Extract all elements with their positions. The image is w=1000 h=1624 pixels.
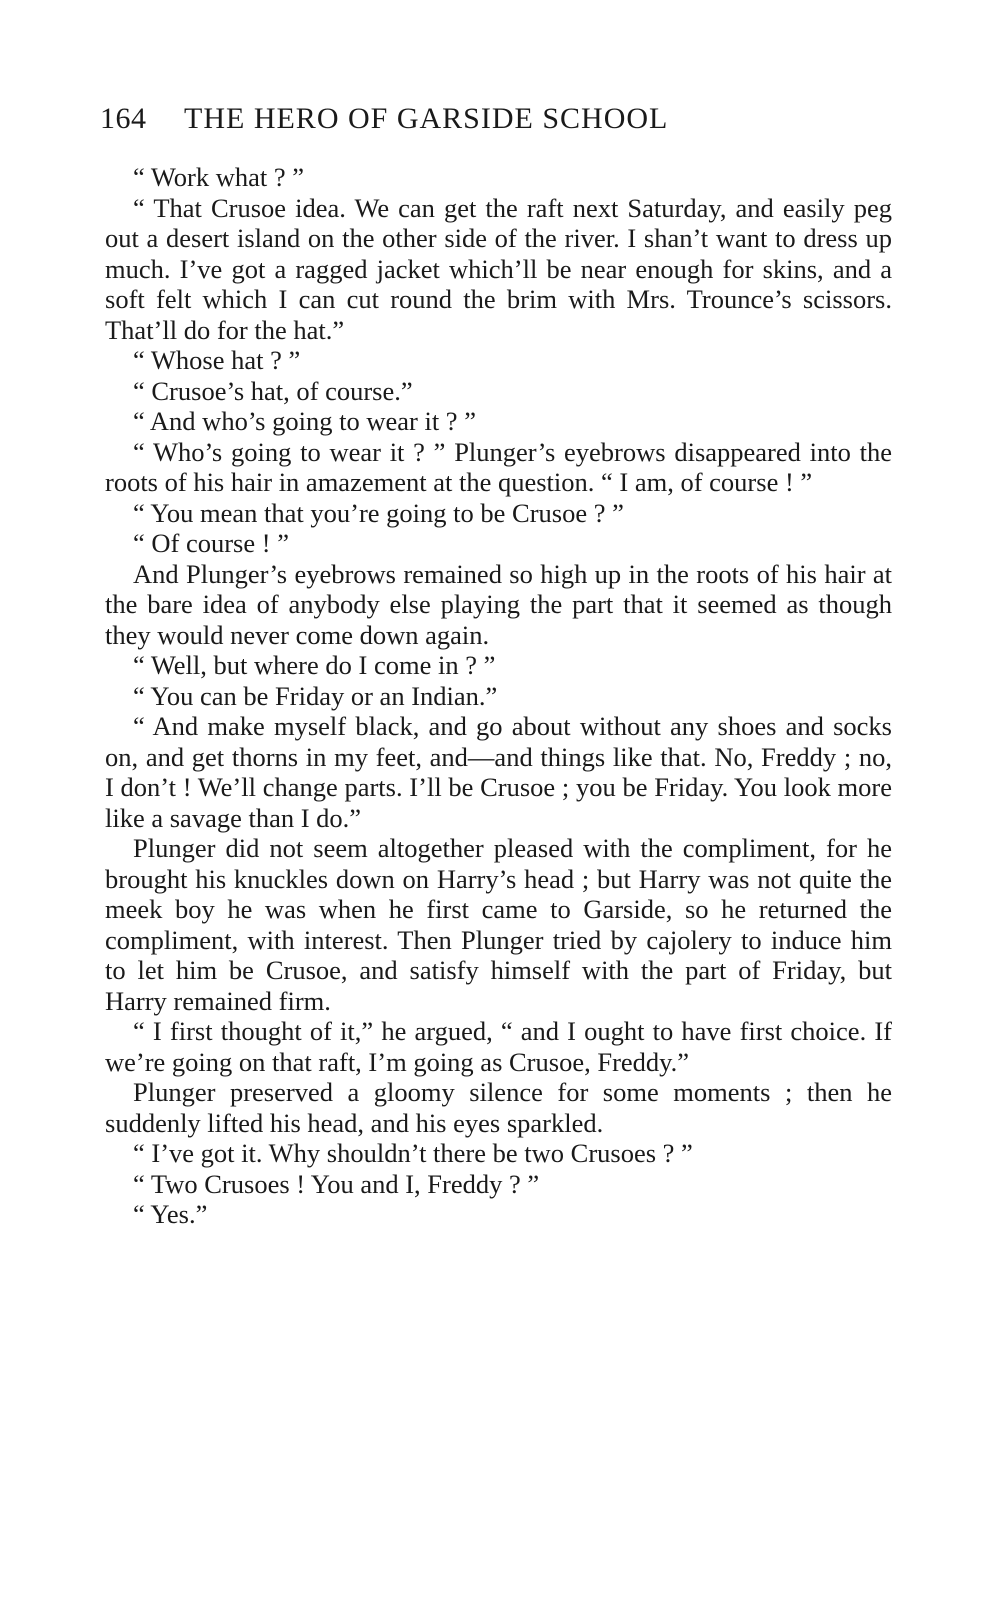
paragraph: “ And who’s going to wear it ? ” bbox=[133, 406, 476, 436]
paragraph: “ I’ve got it. Why shouldn’t there be two Crusoes ? ” bbox=[133, 1138, 693, 1168]
paragraph: “ Yes.” bbox=[133, 1199, 208, 1229]
paragraph: “ Crusoe’s hat, of course.” bbox=[133, 375, 413, 406]
paragraph: “ Who’s going to wear it ? ” Plunger’s eyebrows disappeared into the roots of his hair in amazement at the question. “ I am, of course ! ” bbox=[105, 436, 892, 497]
paragraph: “ That Crusoe idea. We can get the raft next Saturday, and easily peg out a desert island on the other side of the river. I shan’t want to dress up much. I’ve got a ragged jacket which’ll be near enough for skins, and a soft felt which I can cut round the brim with Mrs. Trounce’s scissors. That’ll do for the hat.” bbox=[105, 192, 892, 345]
paragraph: “ Well, but where do I come in ? ” bbox=[133, 650, 496, 680]
paragraph: “ Of course ! ” bbox=[133, 528, 289, 558]
paragraph: “ You mean that you’re going to be Crusoe ? ” bbox=[133, 497, 624, 528]
running-head bbox=[100, 102, 880, 142]
paragraph: “ Two Crusoes ! You and I, Freddy ? ” bbox=[133, 1168, 540, 1199]
paragraph: “ I first thought of it,” he argued, “ and I ought to have first choice. If we’re going on that raft, I’m going as Crusoe, Freddy.” bbox=[105, 1016, 892, 1077]
body-text bbox=[105, 162, 892, 1230]
running-title: THE HERO OF GARSIDE SCHOOL bbox=[184, 102, 669, 135]
paragraph: “ Work what ? ” bbox=[133, 162, 305, 192]
paragraph: “ Whose hat ? ” bbox=[133, 345, 301, 375]
paragraph: “ You can be Friday or an Indian.” bbox=[133, 680, 498, 711]
paragraph: Plunger preserved a gloomy silence for some moments ; then he suddenly lifted his head, and his eyes sparkled. bbox=[105, 1077, 892, 1138]
paragraph: And Plunger’s eyebrows remained so high up in the roots of his hair at the bare idea of anybody else playing the part that it seemed as though they would never come down again. bbox=[105, 558, 892, 650]
page-number: 164 bbox=[100, 102, 147, 135]
paragraph: “ And make myself black, and go about without any shoes and socks on, and get thorns in my feet, and—and things like that. No, Freddy ; no, I don’t ! We’ll change parts. I’ll be Crusoe ; you be Friday. You look more like a savage than I do.” bbox=[105, 711, 892, 833]
paragraph: Plunger did not seem altogether pleased with the compliment, for he brought his knuckles down on Harry’s head ; but Harry was not quite the meek boy he was when he first came to Garside, so he returned the compliment, with interest. Then Plunger tried by cajolery to induce him to let him be Crusoe, and satisfy himself with the part of Friday, but Harry remained firm. bbox=[105, 833, 892, 1016]
